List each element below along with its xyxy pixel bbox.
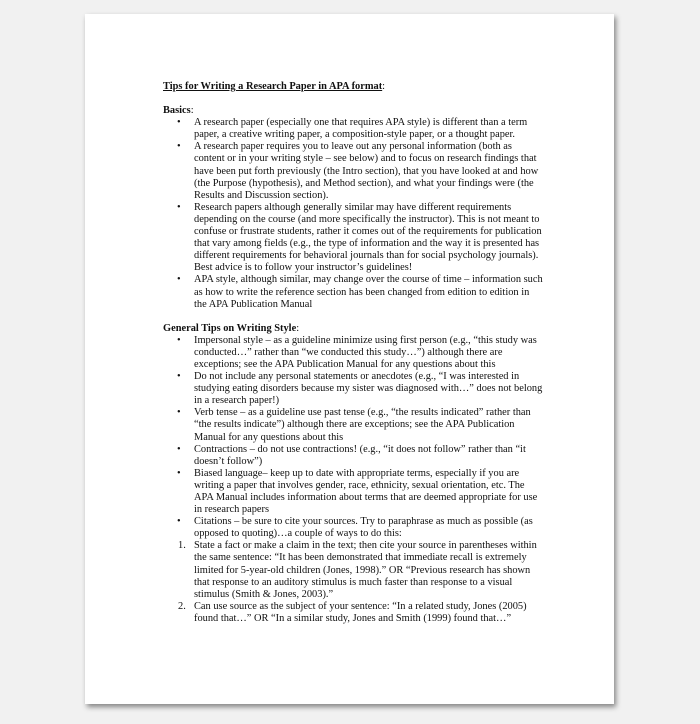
general-tips-item-text: Biased language– keep up to date with appropriate terms, especially if you are writing a paper that involves gender, race, ethnicity, sexual orientation, etc. The APA Manual includes information about terms that are deemed appropriate for use in research papers [194,467,538,516]
citation-example-item [163,601,543,625]
general-tips-list-item [163,468,543,516]
citation-example-text: Can use source as the subject of your sentence: “In a related study, Jones (2005) found that…” OR “In a similar study, Jones and Smith (1999) found that…” [194,600,527,624]
basics-list [163,117,543,311]
general-tips-list-item [163,371,543,407]
list-number: 1. [178,540,186,552]
list-number: 2. [178,600,186,612]
basics-heading [163,105,543,117]
general-tips-heading-text: General Tips on Writing Style [163,322,297,334]
section-spacer [163,311,543,323]
citation-examples-list [163,540,543,625]
document-page [85,14,614,704]
basics-list-item [163,141,543,201]
general-tips-list [163,335,543,541]
basics-list-item [163,274,543,310]
bullet-icon: • [177,371,181,383]
general-tips-list-item [163,516,543,540]
document-title-text: Tips for Writing a Research Paper in APA format [163,81,383,92]
basics-item-text: APA style, although similar, may change over the course of time – information such as how to write the reference section has been changed from edition to edition in the APA Publication Manual [194,274,543,310]
citation-example-item [163,540,543,600]
basics-list-item [163,117,543,141]
basics-item-text: Research papers although generally similar may have different requirements depending on the course (and more specifically the instructor). This is not meant to confuse or frustrate students, rather it comes out of the requirements for publication that vary among fields (e.g., the type of information and the way it is presented has different requirements for behavioral journals than for social psychology journals). Best advice is to follow your instructor’s guidelines! [194,201,542,274]
general-tips-list-item [163,444,543,468]
general-tips-item-text: Verb tense – as a guideline use past tense (e.g., “the results indicated” rather than “the results indicate”) although there are exceptions; see the APA Publication Manual for any questions about this [194,407,531,443]
general-tips-heading [163,323,543,335]
document-title [163,81,543,93]
basics-heading-text: Basics [163,105,191,117]
general-tips-list-item [163,407,543,443]
citation-example-text: State a fact or make a claim in the text; then cite your source in parentheses within the same sentence: “It has been demonstrated that immediate recall is extremely limited for 5-year-old children (Jones, 1998).” OR “Previous research has shown that response to an auditory stimulus is much faster than response to a visual stimulus (Smith & Jones, 2003).” [194,540,537,600]
basics-item-text: A research paper requires you to leave out any personal information (both as content or in your writing style – see below) and to focus on research findings that have been put forth previously (the Intro section), that you have looked at and how (the Purpose (hypothesis), and Method section), and what your findings were (the Results and Discussion section). [194,141,539,201]
basics-item-text: A research paper (especially one that requires APA style) is different than a term paper, a creative writing paper, a composition-style paper, or a thought paper. [194,117,528,141]
general-tips-item-text: Impersonal style – as a guideline minimize using first person (e.g., “this study was conducted…” rather than “we conducted this study…”) although there are exceptions; see the APA Publication Manual for any questions about this [194,334,537,370]
bullet-icon: • [177,516,181,528]
bullet-icon: • [177,443,181,455]
basics-heading-colon: : [190,105,194,117]
document-content [163,81,543,625]
general-tips-item-text: Do not include any personal statements or anecdotes (e.g., “I was interested in studying eating disorders because my sister was diagnosed with…” does not belong in a research paper!) [194,371,543,407]
bullet-icon: • [177,201,181,213]
bullet-icon: • [177,407,181,419]
general-tips-heading-colon: : [296,322,300,334]
document-title-colon: : [382,81,386,92]
bullet-icon: • [177,334,181,346]
general-tips-list-item [163,335,543,371]
general-tips-item-text: Citations – be sure to cite your sources. Try to paraphrase as much as possible (as opposed to quoting)…a couple of ways to do this: [194,516,533,540]
bullet-icon: • [177,274,181,286]
basics-list-item [163,202,543,275]
general-tips-item-text: Contractions – do not use contractions! (e.g., “it does not follow” rather than “it doesn’t follow”) [194,443,526,467]
bullet-icon: • [177,117,181,129]
bullet-icon: • [177,467,181,479]
bullet-icon: • [177,141,181,153]
